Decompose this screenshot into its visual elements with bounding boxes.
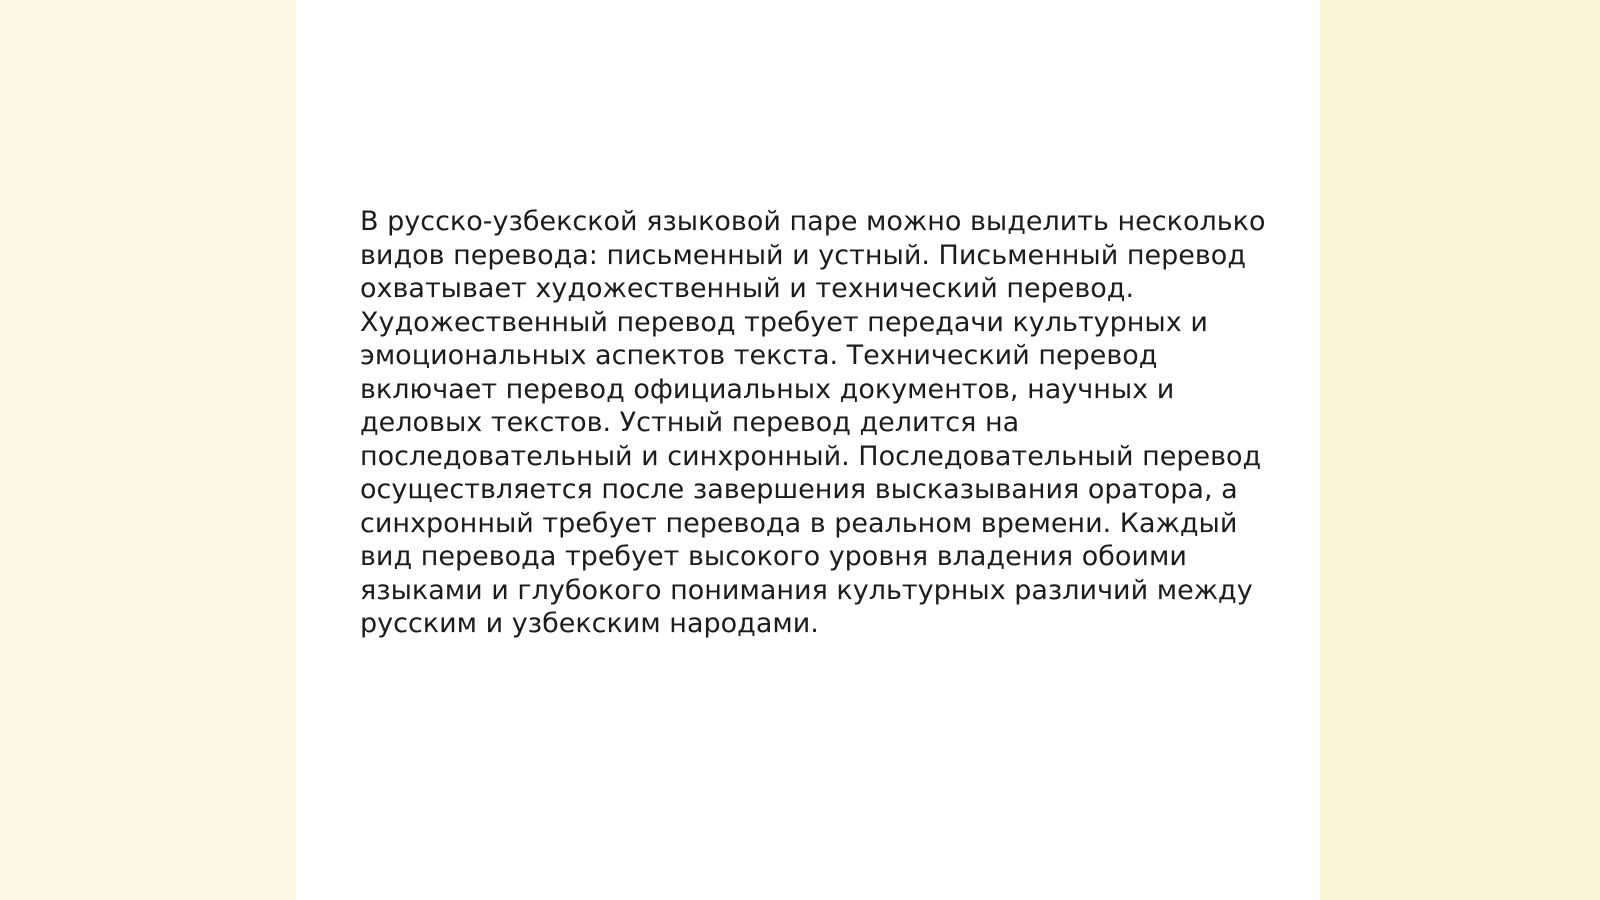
paragraph-line: вид перевода требует высокого уровня владения обоими bbox=[360, 541, 1187, 572]
paragraph-line: языками и глубокого понимания культурных различий между bbox=[360, 574, 1253, 606]
paragraph-line: эмоциональных аспектов текста. Технический перевод bbox=[360, 340, 1158, 371]
paragraph-line: осуществляется после завершения высказывания оратора, а bbox=[360, 474, 1238, 505]
paragraph-line: Художественный перевод требует передачи культурных и bbox=[360, 306, 1208, 338]
paragraph-line: русским и узбекским народами. bbox=[360, 608, 819, 639]
right-margin bbox=[1320, 0, 1600, 900]
paragraph-line: синхронный требует перевода в реальном времени. Каждый bbox=[360, 507, 1238, 539]
left-margin bbox=[0, 0, 296, 900]
paragraph-line: деловых текстов. Устный перевод делится на bbox=[360, 407, 1020, 438]
paragraph-line: видов перевода: письменный и устный. Письменный перевод bbox=[360, 239, 1246, 271]
paragraph-line: последовательный и синхронный. Последовательный перевод bbox=[360, 440, 1262, 472]
paragraph-line: охватывает художественный и технический перевод. bbox=[360, 273, 1135, 304]
paragraph-line: В русско-узбекской языковой паре можно выделить несколько bbox=[360, 206, 1266, 237]
document-page bbox=[296, 0, 1320, 900]
paragraph-line: включает перевод официальных документов, научных и bbox=[360, 373, 1175, 405]
body-paragraph bbox=[360, 205, 1266, 641]
